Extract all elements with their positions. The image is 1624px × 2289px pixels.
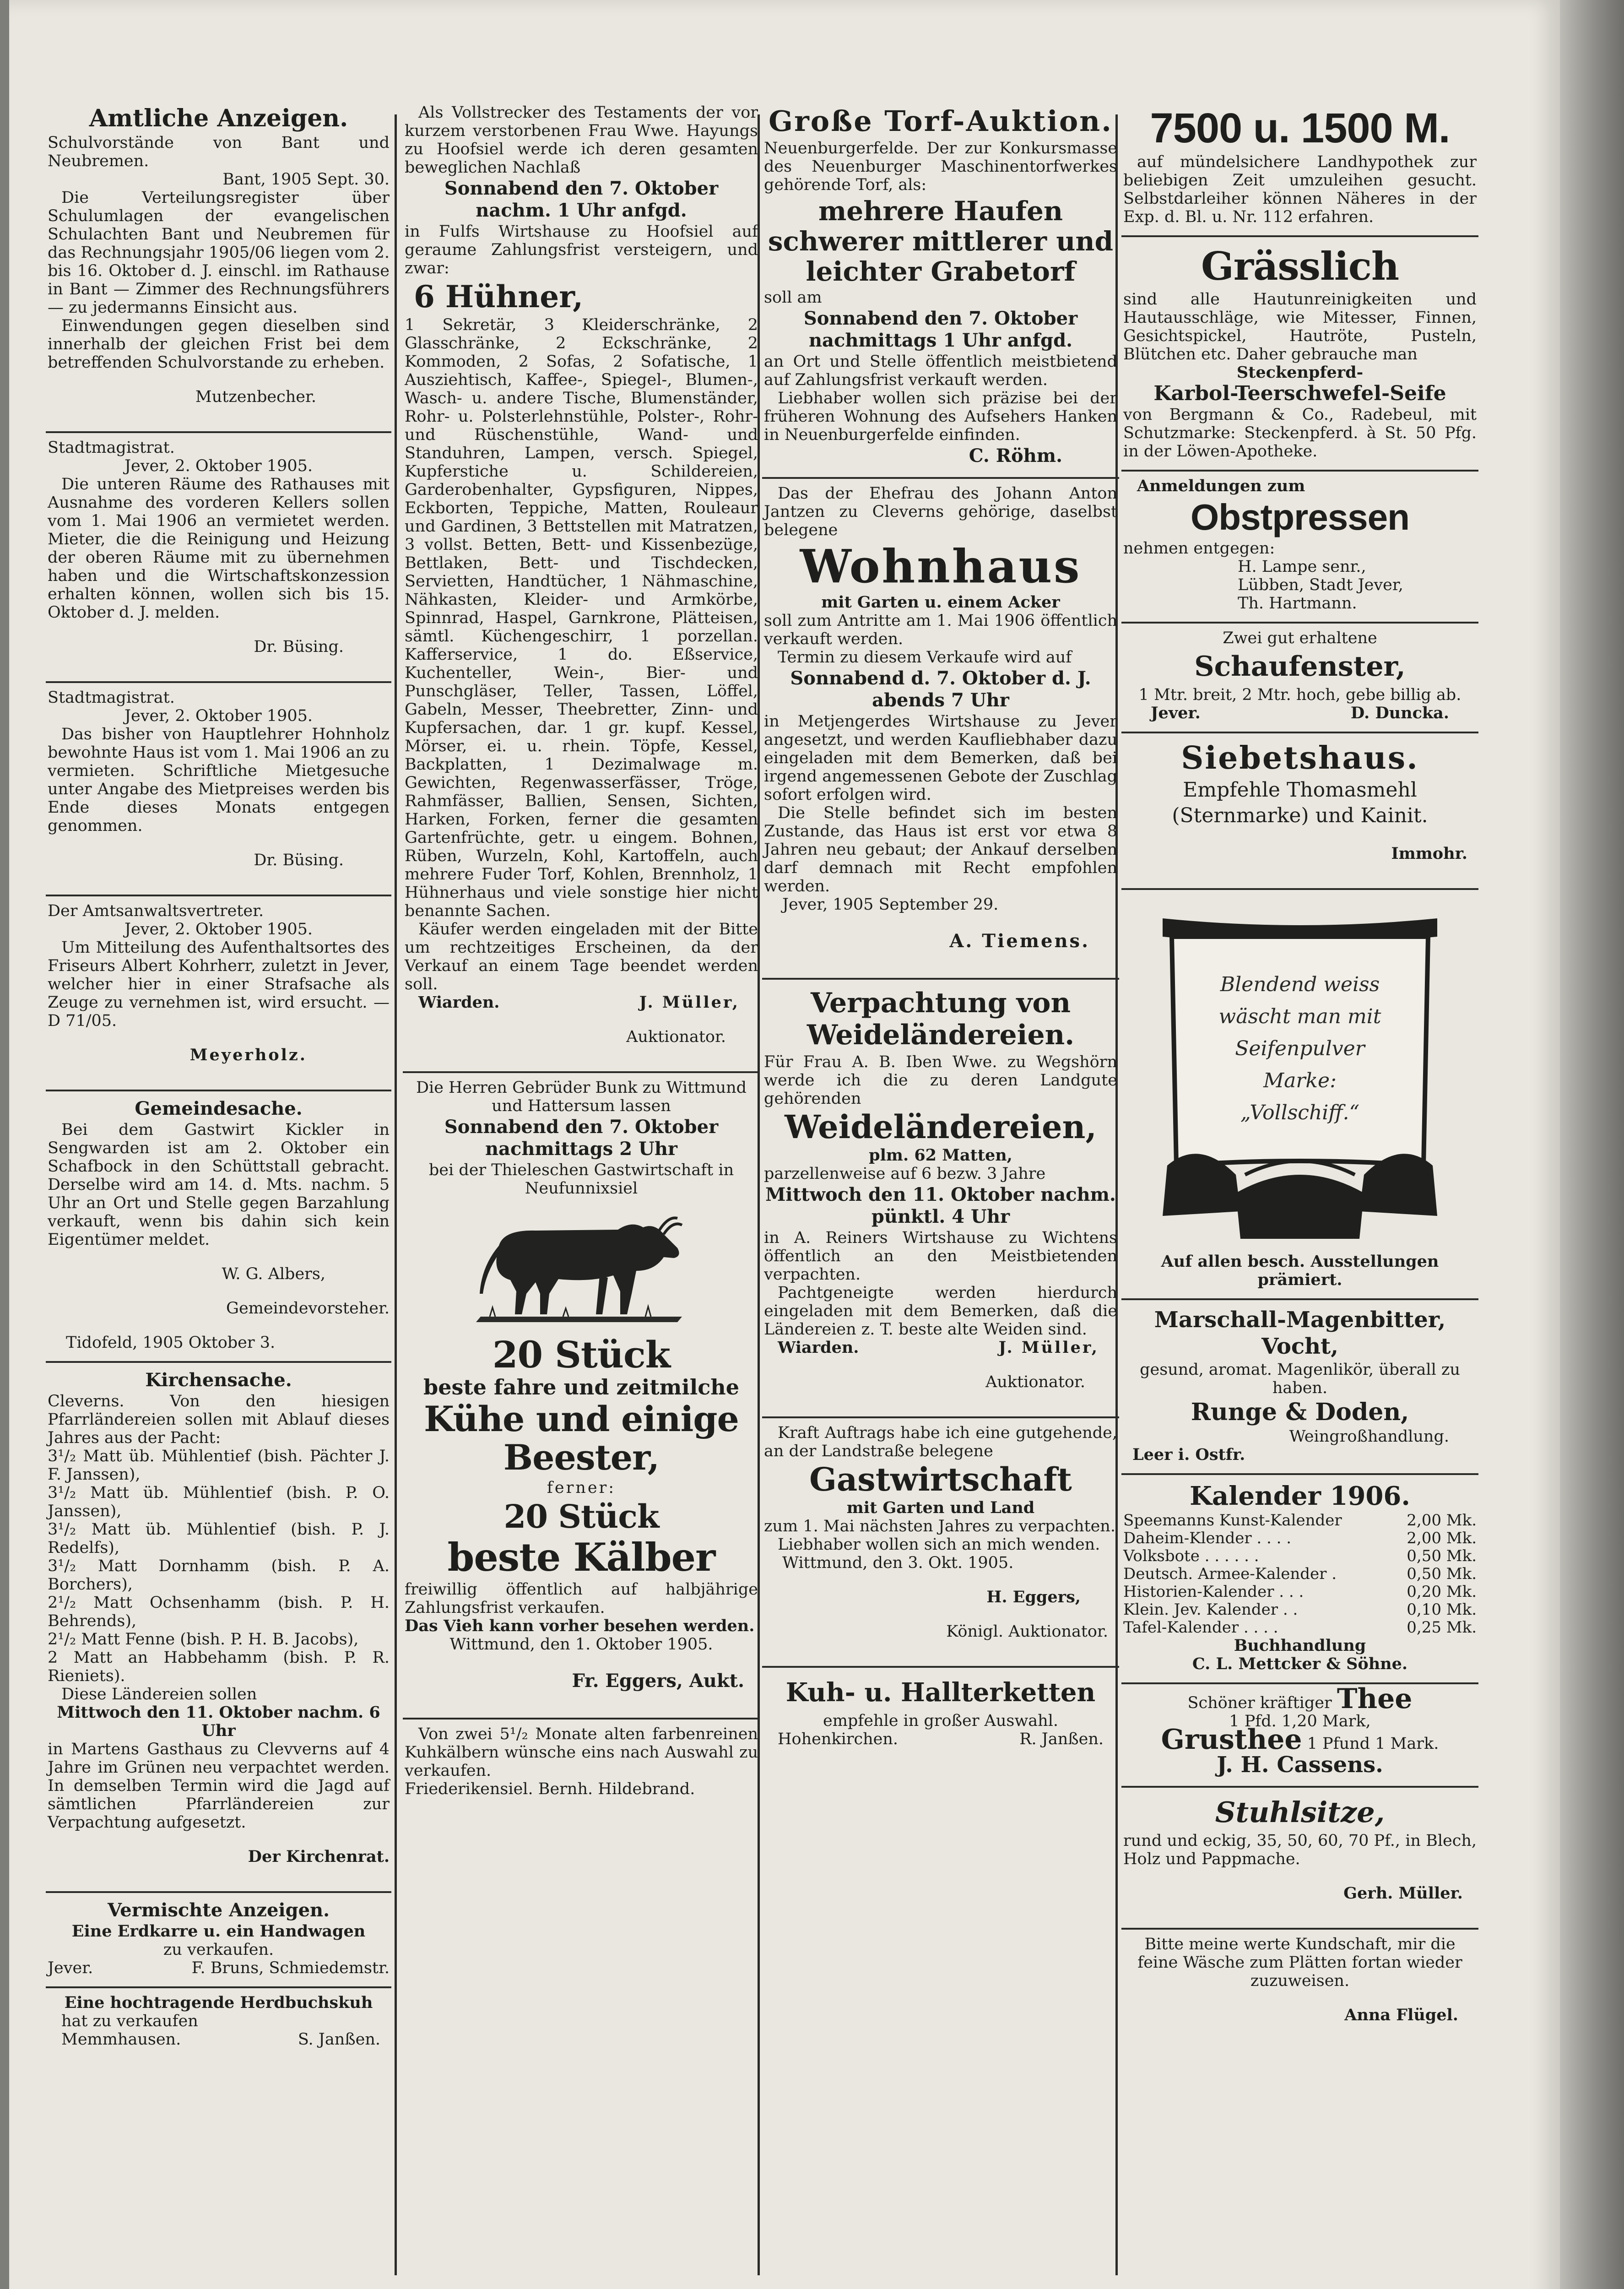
item-name: Volksbote . . . . . . [1123,1547,1259,1565]
ad-when: Sonnabend d. 7. Oktober d. J. abends 7 Uhr [790,667,1091,711]
ad-signature: Immohr. [1391,844,1467,863]
ad-body: Cleverns. Von den hiesigen Pfarrländereien sollen mit Ablauf dieses Jahres aus der Pacht: [48,1392,390,1447]
ad-headline: Kuh- u. Hallterketten [785,1677,1096,1708]
ad-head: Buchhandlung [1234,1636,1366,1655]
ad-body: gesund, aromat. Magenlikör, überall zu haben. [1140,1361,1460,1397]
ad-body: empfehle in großer Auswahl. [823,1712,1059,1730]
ad-headline: 20 Stück [503,1497,659,1535]
ad-body [1123,1724,1477,1756]
column-3 [762,101,1119,2288]
list-item: H. Lampe senr., [1238,558,1366,576]
rule [1121,1682,1478,1684]
banner-script [1181,969,1419,1129]
list-item: 3¹/₂ Matt üb. Mühlentief (bish. P. O. Janssen), [48,1484,390,1520]
ad-thee [1121,1683,1478,1783]
ad-headline: Obstpressen [1190,497,1410,537]
ad-amtsanwalt [46,899,391,1087]
rule [1121,1786,1478,1788]
table-row [1123,1583,1477,1601]
section-title: Vermischte Anzeigen. [107,1899,330,1921]
ad-body: sind alle Hautunreinigkeiten und Hautausschläge, wie Mitesser, Finnen, Gesichtspickel, Hautröte, Pusteln, Blütchen etc. Daher gebrauche man [1123,290,1477,363]
item-price: 0,50 Mk. [1407,1547,1477,1565]
ad-signature: Meyerholz. [189,1046,307,1064]
ad-signature: Dr. Büsing. [254,638,344,656]
ad-date: Jever, 2. Oktober 1905. [124,920,313,938]
ad-head: Der Amtsanwaltsvertreter. [48,902,264,920]
ad-signature: Fr. Eggers, Aukt. [572,1670,744,1692]
list-item: 2 Matt an Habbehamm (bish. P. R. Rieniets). [48,1649,390,1685]
ad-signature: Friederikensiel. Bernh. Hildebrand. [405,1780,695,1798]
ad-caption: Auf allen besch. Ausstellungen prämiert. [1161,1252,1439,1289]
ad-torf-auktion [762,101,1119,474]
ad-vollschiff [1121,893,1478,1296]
rule [403,1071,760,1073]
ad-body: freiwillig öffentlich auf halbjährige Zahlungsfrist verkaufen. [405,1580,758,1617]
ad-signature-title: Königl. Auktionator. [946,1622,1108,1641]
ad-pre: Schöner kräftiger [1187,1694,1332,1712]
section-title: Kirchensache. [145,1369,292,1391]
ad-head: Eine hochtragende Herdbuchskuh [64,1993,373,2012]
item-price: 0,50 Mk. [1407,1565,1477,1583]
ad-headline: Große Torf-Auktion. [769,104,1113,138]
ad-brand: Steckenpferd- [1236,363,1364,382]
table-row [1123,1565,1477,1583]
rule [1121,235,1478,237]
ad-headline: 7500 u. 1500 M. [1150,105,1450,152]
rule [1121,622,1478,624]
ad-verpachtung [762,982,1119,1414]
ad-head: Stadtmagistrat. [48,439,175,457]
ad-body: zu verkaufen. [163,1941,274,1959]
ad-item-list: 1 Sekretär, 3 Kleiderschränke, 2 Glasschränke, 2 Eckschränke, 2 Kommoden, 2 Sofas, 2 Sofatische, 1 Ausziehtisch, Kaffee-, Spiegel-, Blumen-, Wasch- u. andere Tische, Blumenständer, Rohr- u. Polsterlehnstühle, Polster-, Rohr- und Rüschenstühle, Wand- und Standuhren, Lampen, versch. Spiegel, Kupferstiche u. Schildereien, Garderobenhalter, Gypsfiguren, Nippes, Eckborten, Teppiche, Matten, Rouleaur und Gardinen, 3 Bettstellen mit Matratzen, 3 vollst. Betten, Bett- und Kissenbezüge, Bettlaken, Bett- und Tischdecken, Servietten, Handtücher, 1 Nähmaschine, Nähkasten, Kleider- und Armkörbe, Spinnrad, Haspel, Garnkrone, Plätteisen, sämtl. Küchengeschirr, 1 porzellan. Kafferservice, 1 do. Eßservice, Kuchenteller, Wein-, Bier- und Punschgläser, Teller, Tassen, Löffel, Gabeln, Messer, Theebretter, Zinn- und Kupfersachen, dar. 1 gr. kupf. Kessel, Mörser, ei. u. rhein. Töpfe, Kessel, Backplatten, 1 Dezimalwage m. Gewichten, Regenwasserfässer, Tröge, Rahmfässer, Ballien, Sensen, Sichten, Harken, Forken, ferner die gesamten Gartenfrüchte, getr. u eingem. Bohnen, Rüben, Wurzeln, Kohl, Kartoffeln, auch mehrere Fuder Torf, Kohlen, Brennholz, 1 Hühnerhaus und viele sonstige hier nicht benannte Sachen. [405,316,758,920]
list-item: 2¹/₂ Matt Fenne (bish. P. H. B. Jacobs), [48,1630,359,1649]
ad-body: Termin zu diesem Verkaufe wird auf [778,648,1072,667]
ad-subhead: plm. 62 Matten, [869,1146,1012,1165]
ad-signature-title: Gemeindevorsteher. [226,1299,390,1318]
ad-body: auf mündelsichere Landhypothek zur beliebigen Zeit umzuleihen gesucht. Selbstdarleiher können Näheres in der Exp. d. Bl. u. Nr. 112 erfahren. [1123,153,1477,226]
ad-signature: Gerh. Müller. [1343,1884,1463,1903]
ad-steckenpferd-seife [1121,240,1478,467]
ad-body: Die unteren Räume des Rathauses mit Ausnahme des vorderen Kellers sollen vom 1. Mai 1906 an vermietet werden. Mieter, die die Reinigung und Heizung der oberen Räume mit zu übernehmen haben und die Wirtschaftskonzession erhalten können, wollen sich bis 15. Oktober d. J. melden. [48,475,390,622]
ad-place: Wiarden. [778,1338,859,1357]
ad-nachlass [403,101,760,1069]
ad-date: Jever, 2. Oktober 1905. [124,707,313,725]
ad-body: Von zwei 5¹/₂ Monate alten farbenreinen Kuhkälbern wünsche eins nach Auswahl zu verkaufen. [405,1725,758,1780]
ad-stadtmagistrat-2 [46,686,391,892]
ad-subhead: mit Garten u. einem Acker [821,593,1060,612]
script-line: Marke: [1263,1069,1337,1092]
ad-body: soll zum Antritte am 1. Mai 1906 öffentlich verkauft werden. [764,612,1117,648]
ad-headline: Kalender 1906. [1190,1481,1410,1511]
rule [762,1416,1119,1418]
table-row [1123,1530,1477,1547]
ad-ketten [762,1671,1119,1755]
ad-waesche [1121,1932,1478,2047]
ad-body: Zwei gut erhaltene [1223,629,1377,647]
ad-stadtmagistrat-1 [46,436,391,678]
ad-body: Die Herren Gebrüder Bunk zu Wittmund und Hattersum lassen [416,1079,747,1115]
ad-headline: Weideländereien, [785,1108,1097,1146]
ad-body: Die Stelle befindet sich im besten Zustande, das Haus ist erst vor etwa 8 Jahren neu gebaut; der Ankauf derselben darf demnach mit Recht empfohlen werden. [764,804,1117,895]
ad-body: Die Verteilungsregister über Schulumlagen der evangelischen Schulachten Bant und Neubremen für das Rechnungsjahr 1905/06 liegen vom 2. bis 16. Oktober d. J. einschl. im Rathause in Bant — Zimmer des Rechnungsführers — zu jedermanns Einsicht aus. [48,189,390,317]
ad-vieh [403,1076,760,1715]
ad-body: Einwendungen gegen dieselben sind innerhalb der gleichen Frist bei dem betreffenden Schulvorstande zu erheben. [48,317,390,372]
ad-place: Hohenkirchen. [778,1730,899,1748]
ad-kirchensache [46,1366,391,1888]
ad-headline: Siebetshaus. [1181,740,1419,776]
ad-gastwirtschaft [762,1421,1119,1663]
ad-when: Sonnabend den 7. Oktober nachmittags 1 Uhr anfgd. [803,308,1078,351]
rule [1121,470,1478,472]
ad-gemeindesache [46,1094,391,1358]
ad-headline: Gastwirtschaft [809,1460,1072,1498]
ad-body: Das der Ehefrau des Johann Anton Jantzen zu Cleverns gehörige, daselbst belegene [764,484,1117,539]
ad-headline: Schaufenster, [1194,651,1406,683]
ad-hypothek [1121,101,1478,233]
ad-siebetshaus [1121,736,1478,885]
section-title: Gemeindesache. [135,1098,303,1119]
ad-headline: Wohnhaus [800,539,1082,593]
ad-body: nehmen entgegen: [1123,539,1275,558]
item-name: Deutsch. Armee-Kalender . [1123,1565,1337,1583]
ad-body: in Metjengerdes Wirtshause zu Jever angesetzt, und werden Kaufliebhaber dazu eingeladen mit dem Bemerken, daß bei irgend angemessenen Gebote der Zuschlag sofort erfolgen wird. [764,712,1117,804]
ad-body: soll am [764,288,822,307]
rule [1121,888,1478,890]
ad-body: parzellenweise auf 6 bezw. 3 Jahre [764,1165,1046,1183]
ad-place: Jever. [1151,704,1201,722]
ad-signature: F. Bruns, Schmiedemstr. [191,1959,390,1977]
item-price: 0,10 Mk. [1407,1600,1477,1619]
ad-place: Leer i. Ostfr. [1132,1445,1245,1464]
ad-signature: C. Röhm. [969,445,1062,466]
ad-date: Tidofeld, 1905 Oktober 3. [66,1334,276,1352]
ad-vermischte [46,1896,391,1984]
ad-body: Für Frau A. B. Iben Wwe. zu Wegshörn werde ich die zu deren Landgute gehörenden [764,1053,1117,1108]
ad-footer [764,1339,1117,1357]
rule [46,1090,391,1091]
ad-head: Eine Erdkarre u. ein Handwagen [71,1922,366,1941]
ad-body: in A. Reiners Wirtshause zu Wichtens öffentlich an den Meistbietenden verpachten. [764,1229,1117,1284]
list-item: Lübben, Stadt Jever, [1238,576,1403,594]
ad-footer [764,1730,1117,1748]
ad-body: Bei dem Gastwirt Kickler in Sengwarden ist am 2. Oktober ein Schafbock in den Schüttstall gebracht. Derselbe wird am 14. d. Mts. nachm. 5 Uhr an Ort und Stelle gegen Barzahlung verkauft, wenn bis dahin sich kein Eigentümer meldet. [48,1121,390,1249]
ad-signature: C. L. Mettcker & Söhne. [1192,1654,1408,1673]
ad-head: Anmeldungen zum [1137,477,1305,495]
ad-footer [1123,704,1477,722]
ad-body: Neuenburgerfelde. Der zur Konkursmasse des Neuenburger Maschinentorfwerkes gehörende Torf, als: [764,139,1117,194]
ad-headline: 20 Stück [492,1333,671,1376]
table-row [1123,1619,1477,1637]
ad-date: Wittmund, den 3. Okt. 1905. [782,1554,1014,1572]
ad-signature: R. Janßen. [1019,1730,1104,1748]
ad-signature: Der Kirchenrat. [248,1847,390,1866]
ad-body: Um Mitteilung des Aufenthaltsortes des Friseurs Albert Kohrherr, zuletzt in Jever, welcher hier in einer Strafsache als Zeuge zu vernehmen ist, wird ersucht. — D 71/05. [48,938,390,1030]
ad-body: ferner: [547,1479,616,1497]
list-item: 2¹/₂ Matt Ochsenhamm (bish. P. H. Behrends), [48,1594,390,1630]
item-name: Historien-Kalender . . . [1123,1583,1304,1601]
price-list [1123,1512,1477,1637]
item-name: Tafel-Kalender . . . . [1123,1618,1278,1637]
ad-footer [48,1959,390,1977]
ad-body: Diese Ländereien sollen [61,1685,257,1703]
script-line: wäscht man mit [1218,1005,1381,1028]
ad-footer [405,993,758,1012]
ad-body [1123,1683,1477,1715]
ad-headline: Stuhlsitze, [1215,1795,1385,1829]
list-item: 3¹/₂ Matt Dornhamm (bish. P. A. Borchers), [48,1557,390,1594]
ad-when: Sonnabend den 7. Oktober nachm. 1 Uhr anfgd. [444,178,719,221]
ad-body: Bitte meine werte Kundschaft, mir die feine Wäsche zum Plätten fortan wieder zuzuweisen. [1137,1935,1462,1990]
ad-body: Kraft Auftrags habe ich eine gutgehende, an der Landstraße belegene [764,1424,1117,1460]
ad-when: Sonnabend den 7. Oktober nachmittags 2 Uhr [444,1116,719,1160]
ad-when: Mittwoch den 11. Oktober nachm. pünktl. 4 Uhr [765,1184,1116,1227]
ad-schulvorstaende [46,101,391,429]
column-1 [46,101,391,2288]
ad-note: Das Vieh kann vorher besehen werden. [405,1616,755,1635]
ad-place: Memmhausen. [61,2030,181,2049]
ad-headline: Runge & Doden, [1191,1398,1409,1426]
ad-headline: beste Kälber [447,1535,715,1580]
ad-body: Pachtgeneigte werden hierdurch eingeladen mit dem Bemerken, daß die Ländereien z. T. beste alte Weiden sind. [764,1284,1117,1339]
column-2 [403,101,760,2288]
ad-signature: D. Duncka. [1350,704,1449,722]
ad-signature-title: Auktionator. [626,1028,726,1046]
ad-side-note: 1 Pfund 1 Mark. [1307,1735,1439,1753]
rule [762,1666,1119,1668]
list-item: Th. Hartmann. [1238,594,1357,613]
item-name: Klein. Jev. Kalender . . [1123,1600,1298,1619]
script-line: Blendend weiss [1220,973,1380,996]
rule [403,1718,760,1719]
item-price: 2,00 Mk. [1407,1511,1477,1530]
ad-kuhkaelber [403,1722,760,1805]
column-divider [395,114,397,2275]
rule [46,1986,391,1988]
ad-date: Wittmund, den 1. Oktober 1905. [449,1635,713,1654]
ad-date: Bant, 1905 Sept. 30. [222,170,390,189]
ad-body: in Fulfs Wirtshause zu Hoofsiel auf geraume Zahlungsfrist versteigern, und zwar: [405,222,758,277]
ad-body: rund und eckig, 35, 50, 60, 70 Pf., in Blech, Holz und Pappmache. [1123,1832,1477,1868]
rule [1121,732,1478,733]
ad-body: Empfehle Thomasmehl (Sternmarke) und Kainit. [1172,778,1428,827]
ad-signature: Dr. Büsing. [254,851,344,869]
ad-headline: Karbol-Teerschwefel-Seife [1153,382,1446,405]
ad-stuhlsitze [1121,1790,1478,1925]
rule [46,895,391,896]
list-item: 3¹/₂ Matt üb. Mühlentief (bish. Pächter J. F. Janssen), [48,1447,390,1484]
ad-schaufenster [1121,626,1478,729]
ad-headline: mehrere Haufen schwerer mittlerer und leichter Grabetorf [768,195,1114,287]
ad-body: Liebhaber wollen sich präzise bei der früheren Wohnung des Aufsehers Hanken in Neuenburgerfelde einfinden. [764,389,1117,444]
ad-body: Weingroßhandlung. [1289,1427,1449,1446]
cow-illustration [462,1202,700,1330]
ad-signature: Anna Flügel. [1344,2006,1458,2024]
list-item: 3¹/₂ Matt üb. Mühlentief (bish. P. J. Redelfs), [48,1520,390,1557]
item-name: Daheim-Klender . . . . [1123,1529,1292,1547]
ad-kalender [1121,1478,1478,1680]
ad-body: zum 1. Mai nächsten Jahres zu verpachten. [764,1517,1115,1535]
ad-body: Liebhaber wollen sich an mich wenden. [778,1535,1100,1554]
ad-magenbitter [1121,1303,1478,1470]
ad-date: Jever, 2. Oktober 1905. [124,457,313,475]
ad-signature: J. Müller, [998,1338,1099,1357]
ad-body: 1 Mtr. breit, 2 Mtr. hoch, gebe billig ab. [1138,686,1462,704]
ad-signature: J. Müller, [639,993,740,1012]
rule [1121,1928,1478,1930]
ad-signature: A. Tiemens. [949,930,1090,952]
ad-headline: Verpachtung von Weideländereien. [807,987,1075,1051]
ad-place: Wiarden. [418,993,500,1012]
ad-body: Als Vollstrecker des Testaments der vor kurzem verstorbenen Frau Wwe. Hayungs zu Hoofsiel werde ich deren gesamten beweglichen Nachlaß [405,103,758,177]
ad-when: Mittwoch den 11. Oktober nachm. 6 Uhr [57,1703,380,1740]
ad-headline: Grässlich [1201,244,1399,289]
ad-headline: 6 Hühner, [414,279,584,315]
ad-headline: Thee [1337,1683,1413,1715]
rule [46,1891,391,1893]
column-4 [1121,101,1478,2288]
ad-signature-title: Auktionator. [985,1373,1085,1391]
ad-obstpressen [1121,474,1478,619]
ad-body: hat zu verkaufen [61,2012,198,2030]
table-row [1123,1547,1477,1565]
ad-head: Stadtmagistrat. [48,689,175,707]
script-line: Seifenpulver [1235,1037,1365,1060]
rule [46,681,391,683]
ad-body: in Martens Gasthaus zu Clevverns auf 4 Jahre im Grünen neu verpachtet werden. In demselben Termin wird die Jagd auf sämtlichen Pfarrländereien zur Verpachtung aufgesetzt. [48,1740,390,1832]
ad-signature: J. H. Cassens. [1217,1752,1383,1778]
ad-body: an Ort und Stelle öffentlich meistbietend auf Zahlungsfrist verkauft werden. [764,353,1117,389]
ad-date: Jever, 1905 September 29. [782,895,999,914]
ad-signature: S. Janßen. [298,2030,380,2049]
ad-headline: Kühe und einige Beester, [424,1399,739,1478]
ad-headline: Marschall-Magenbitter, Vocht, [1154,1307,1446,1359]
ad-subhead: mit Garten und Land [846,1498,1035,1517]
rule [1121,1298,1478,1300]
table-row [1123,1601,1477,1619]
ad-body: 1 Pfd. 1,20 Mark, [1229,1712,1371,1730]
rule [46,1361,391,1363]
rule [762,978,1119,980]
ad-body: von Bergmann & Co., Radebeul, mit Schutzmarke: Steckenpferd. à St. 50 Pfg. in der Löwen-Apotheke. [1123,406,1477,461]
ad-subhead: beste fahre und zeitmilche [423,1375,739,1399]
item-price: 0,25 Mk. [1407,1618,1477,1637]
ad-wohnhaus [762,482,1119,975]
ad-signature: W. G. Albers, [222,1265,325,1283]
table-row [1123,1512,1477,1530]
item-price: 2,00 Mk. [1407,1529,1477,1547]
item-price: 0,20 Mk. [1407,1583,1477,1601]
ad-signature: Mutzenbecher. [195,388,316,406]
ad-place: Jever. [48,1959,93,1977]
ad-herdbuchskuh [46,1991,391,2055]
ad-body: bei der Thieleschen Gastwirtschaft in Neufunnixsiel [428,1161,734,1198]
script-line: „Vollschiff.“ [1240,1101,1360,1124]
vollschiff-illustration [1144,900,1456,1248]
ad-body: Das bisher von Hauptlehrer Hohnholz bewohnte Haus ist vom 1. Mai 1906 an zu vermieten. Schriftliche Mietgesuche unter Angabe des Mietpreises werden bis Ende dieses Monats entgegen genommen. [48,725,390,835]
page-edge [1560,0,1624,2289]
section-title: Amtliche Anzeigen. [89,104,348,132]
rule [46,431,391,433]
ad-body: Käufer werden eingeladen mit der Bitte um rechtzeitiges Erscheinen, da der Verkauf an einem Tage beendet werden soll. [405,920,758,993]
rule [762,477,1119,479]
ad-headline: Grusthee [1161,1724,1302,1756]
item-name: Speemanns Kunst-Kalender [1123,1511,1342,1530]
ad-head: Schulvorstände von Bant und Neubremen. [48,134,390,170]
rule [1121,1473,1478,1475]
ad-signature: H. Eggers, [986,1588,1081,1606]
ad-footer [48,2030,390,2049]
